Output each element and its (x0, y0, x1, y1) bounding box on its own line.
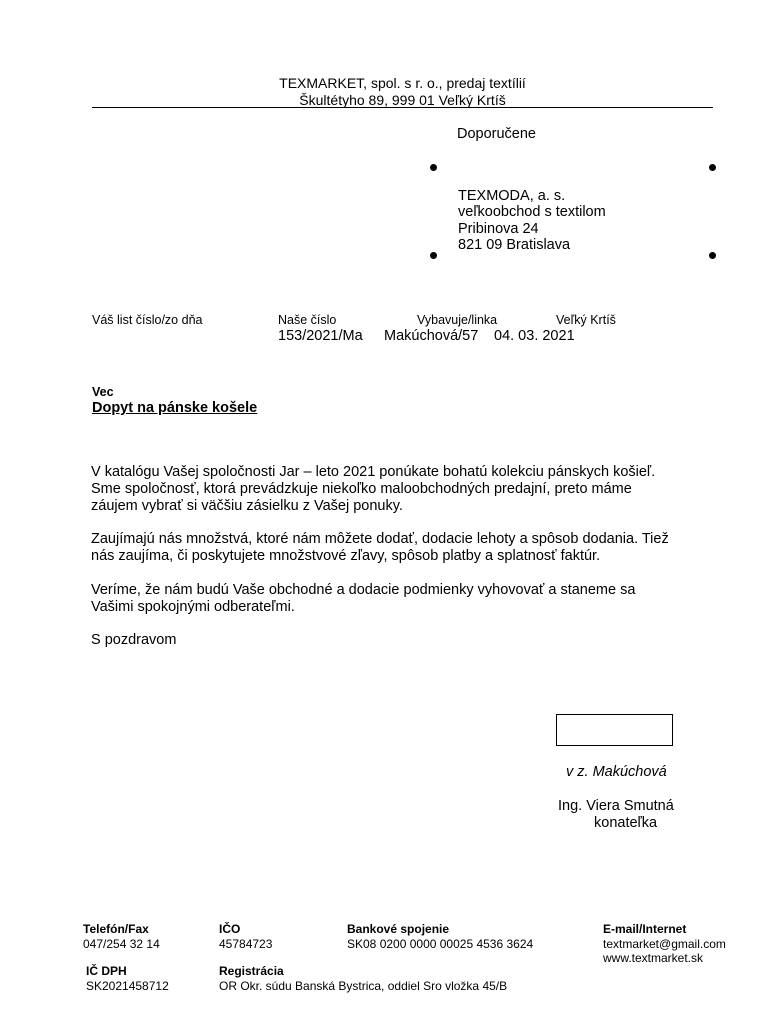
address-window-mark (709, 164, 716, 171)
sender-name: TEXMARKET, spol. s r. o., predaj textílií (279, 75, 526, 91)
body-paragraph-2-line-1: Zaujímajú nás množstvá, ktoré nám môžete dodať, dodacie lehoty a spôsob dodania. Tiež (91, 531, 669, 547)
recipient-street: Pribinova 24 (458, 221, 539, 237)
handled-by-label: Vybavuje/linka (417, 313, 498, 327)
body-paragraph-2-line-2: nás zaujíma, či poskytujete množstvové zľavy, spôsob platby a splatnosť faktúr. (91, 548, 601, 564)
date-value: 04. 03. 2021 (494, 328, 575, 344)
address-window-mark (430, 252, 437, 259)
place-label: Veľký Krtíš (556, 313, 616, 327)
footer-web-value: www.textmarket.sk (603, 951, 704, 965)
recipient-company: TEXMODA, a. s. (458, 188, 566, 204)
footer-email-value: textmarket@gmail.com (603, 937, 726, 951)
subject-text: Dopyt na pánske košele (92, 400, 258, 416)
footer-bank-value: SK08 0200 0000 00025 4536 3624 (347, 937, 534, 951)
body-paragraph-1-line-3: záujem vybrať si väčšiu zásielku z Vašej ponuky. (91, 498, 403, 514)
header-divider (92, 107, 713, 108)
signatory-role: konateľka (594, 815, 658, 831)
recipient-city: 821 09 Bratislava (458, 237, 571, 253)
footer-registration-label: Registrácia (219, 964, 284, 978)
body-paragraph-1-line-2: Sme spoločnosť, ktorá prevádzkuje niekoľko maloobchodných predajní, preto máme (91, 481, 632, 497)
subject-label: Vec (92, 385, 114, 399)
sender-address: Škultétyho 89, 999 01 Veľký Krtíš (299, 92, 506, 108)
footer-vat-value: SK2021458712 (86, 979, 169, 993)
body-paragraph-1-line-1: V katalógu Vašej spoločnosti Jar – leto 2021 ponúkate bohatú kolekciu pánskych košieľ. (91, 464, 656, 480)
footer-bank-label: Bankové spojenie (347, 922, 450, 936)
recipient-description: veľkoobchod s textilom (458, 204, 606, 220)
our-number-value: 153/2021/Ma (278, 328, 363, 344)
footer-phone-value: 047/254 32 14 (83, 937, 160, 951)
delivery-note: Doporučene (457, 126, 536, 142)
our-number-label: Naše číslo (278, 313, 337, 327)
footer-registration-value: OR Okr. súdu Banská Bystrica, oddiel Sro vložka 45/B (219, 979, 508, 993)
signature-on-behalf: v z. Makúchová (566, 764, 667, 780)
closing: S pozdravom (91, 632, 177, 648)
your-letter-label: Váš list číslo/zo dňa (92, 313, 203, 327)
body-paragraph-3-line-2: Vašimi spokojnými odberateľmi. (91, 599, 295, 615)
address-window-mark (709, 252, 716, 259)
handled-by-value: Makúchová/57 (384, 328, 479, 344)
footer-vat-label: IČ DPH (86, 964, 127, 978)
footer-phone-label: Telefón/Fax (83, 922, 149, 936)
address-window-mark (430, 164, 437, 171)
body-paragraph-3-line-1: Veríme, že nám budú Vaše obchodné a dodacie podmienky vyhovovať a staneme sa (91, 582, 636, 598)
footer-email-label: E-mail/Internet (603, 922, 687, 936)
signatory-name: Ing. Viera Smutná (558, 798, 674, 814)
footer-ico-value: 45784723 (219, 937, 273, 951)
signature-box (556, 714, 673, 746)
footer-ico-label: IČO (219, 922, 241, 936)
